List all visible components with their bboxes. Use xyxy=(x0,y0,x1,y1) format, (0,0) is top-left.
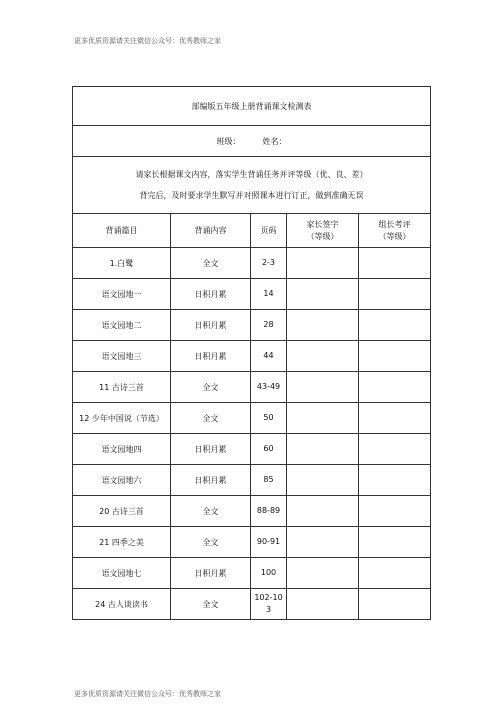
table-row xyxy=(73,558,431,589)
row-leader-review-cell[interactable] xyxy=(359,589,431,620)
name-label: 姓名： xyxy=(262,136,287,146)
row-content-cell: 日积月累 xyxy=(171,341,251,372)
table-row xyxy=(73,496,431,527)
row-page-cell: 60 xyxy=(251,434,287,465)
row-item-cell: 语文园地七 xyxy=(73,558,171,589)
row-content-cell: 全文 xyxy=(171,527,251,558)
row-parent-sign-cell[interactable] xyxy=(287,403,359,434)
row-item-cell: 语文园地六 xyxy=(73,465,171,496)
row-parent-sign-cell[interactable] xyxy=(287,558,359,589)
row-page-cell: 14 xyxy=(251,279,287,310)
row-leader-review-cell[interactable] xyxy=(359,403,431,434)
row-item-cell: 12 少年中国说（节选） xyxy=(73,403,171,434)
row-page-cell: 100 xyxy=(251,558,287,589)
header-item: 背诵篇目 xyxy=(73,214,171,248)
header-leader-review-line-2: （等级） xyxy=(378,231,411,241)
row-page-cell: 28 xyxy=(251,310,287,341)
table-row xyxy=(73,465,431,496)
table-row xyxy=(73,341,431,372)
row-leader-review-cell[interactable] xyxy=(359,341,431,372)
header-note: 更多优质资源请关注微信公众号：优秀教师之家 xyxy=(74,37,221,45)
table-title: 部编版五年级上册背诵课文检测表 xyxy=(73,87,431,126)
row-item-cell: 21 四季之美 xyxy=(73,527,171,558)
row-parent-sign-cell[interactable] xyxy=(287,372,359,403)
row-leader-review-cell[interactable] xyxy=(359,310,431,341)
header-parent-sign-line-1: 家长签字 xyxy=(306,219,339,229)
row-item-cell: 11 古诗三首 xyxy=(73,372,171,403)
row-page-cell: 102-103 xyxy=(251,589,287,620)
row-parent-sign-cell[interactable] xyxy=(287,341,359,372)
table-row xyxy=(73,372,431,403)
row-parent-sign-cell[interactable] xyxy=(287,589,359,620)
row-content-cell: 日积月累 xyxy=(171,434,251,465)
table-row xyxy=(73,310,431,341)
table-row xyxy=(73,527,431,558)
table-row xyxy=(73,403,431,434)
row-page-cell: 50 xyxy=(251,403,287,434)
row-parent-sign-cell[interactable] xyxy=(287,248,359,279)
row-content-cell: 日积月累 xyxy=(171,279,251,310)
row-item-cell: 语文园地二 xyxy=(73,310,171,341)
table-row xyxy=(73,279,431,310)
instruction-line-2: 背完后，及时要求学生默写并对照课本进行订正，做到准确无误 xyxy=(139,191,364,200)
row-leader-review-cell[interactable] xyxy=(359,527,431,558)
row-parent-sign-cell[interactable] xyxy=(287,465,359,496)
row-content-cell: 日积月累 xyxy=(171,310,251,341)
header-leader-review xyxy=(359,214,431,248)
row-page-cell: 85 xyxy=(251,465,287,496)
header-leader-review-line-1: 组长考评 xyxy=(378,219,411,229)
header-row xyxy=(73,214,431,248)
row-parent-sign-cell[interactable] xyxy=(287,279,359,310)
row-leader-review-cell[interactable] xyxy=(359,558,431,589)
instruction-row xyxy=(73,157,431,214)
class-name-row xyxy=(73,126,431,157)
row-parent-sign-cell[interactable] xyxy=(287,496,359,527)
row-leader-review-cell[interactable] xyxy=(359,372,431,403)
row-leader-review-cell[interactable] xyxy=(359,496,431,527)
row-item-cell: 20 古诗三首 xyxy=(73,496,171,527)
row-leader-review-cell[interactable] xyxy=(359,248,431,279)
row-leader-review-cell[interactable] xyxy=(359,434,431,465)
row-page-cell: 2-3 xyxy=(251,248,287,279)
row-item-cell: 语文园地一 xyxy=(73,279,171,310)
class-label: 班级： xyxy=(216,136,241,146)
row-page-cell: 88-89 xyxy=(251,496,287,527)
footer-note: 更多优质资源请关注微信公众号：优秀教师之家 xyxy=(74,690,221,698)
row-item-cell: 1.白鹭 xyxy=(73,248,171,279)
row-parent-sign-cell[interactable] xyxy=(287,527,359,558)
row-content-cell: 全文 xyxy=(171,372,251,403)
row-page-cell: 44 xyxy=(251,341,287,372)
row-content-cell: 全文 xyxy=(171,403,251,434)
instruction-line-1: 请家长根据课文内容，落实学生背诵任务并评等级（优、良、差） xyxy=(135,170,368,179)
row-page-cell: 90-91 xyxy=(251,527,287,558)
title-row xyxy=(73,87,431,126)
table-row xyxy=(73,589,431,620)
row-page-cell: 43-49 xyxy=(251,372,287,403)
table-row xyxy=(73,434,431,465)
row-content-cell: 日积月累 xyxy=(171,558,251,589)
row-content-cell: 全文 xyxy=(171,589,251,620)
row-leader-review-cell[interactable] xyxy=(359,279,431,310)
instruction-cell xyxy=(73,157,431,214)
row-content-cell: 全文 xyxy=(171,248,251,279)
row-item-cell: 语文园地三 xyxy=(73,341,171,372)
class-name-cell xyxy=(73,126,431,157)
recitation-check-table xyxy=(72,86,431,620)
row-content-cell: 日积月累 xyxy=(171,465,251,496)
table-body xyxy=(73,248,431,620)
row-leader-review-cell[interactable] xyxy=(359,465,431,496)
row-item-cell: 语文园地四 xyxy=(73,434,171,465)
header-parent-sign-line-2: （等级） xyxy=(306,231,339,241)
row-content-cell: 全文 xyxy=(171,496,251,527)
header-parent-sign xyxy=(287,214,359,248)
row-item-cell: 24 古人谈读书 xyxy=(73,589,171,620)
table-row xyxy=(73,248,431,279)
header-content: 背诵内容 xyxy=(171,214,251,248)
row-parent-sign-cell[interactable] xyxy=(287,310,359,341)
row-parent-sign-cell[interactable] xyxy=(287,434,359,465)
header-page: 页码 xyxy=(251,214,287,248)
